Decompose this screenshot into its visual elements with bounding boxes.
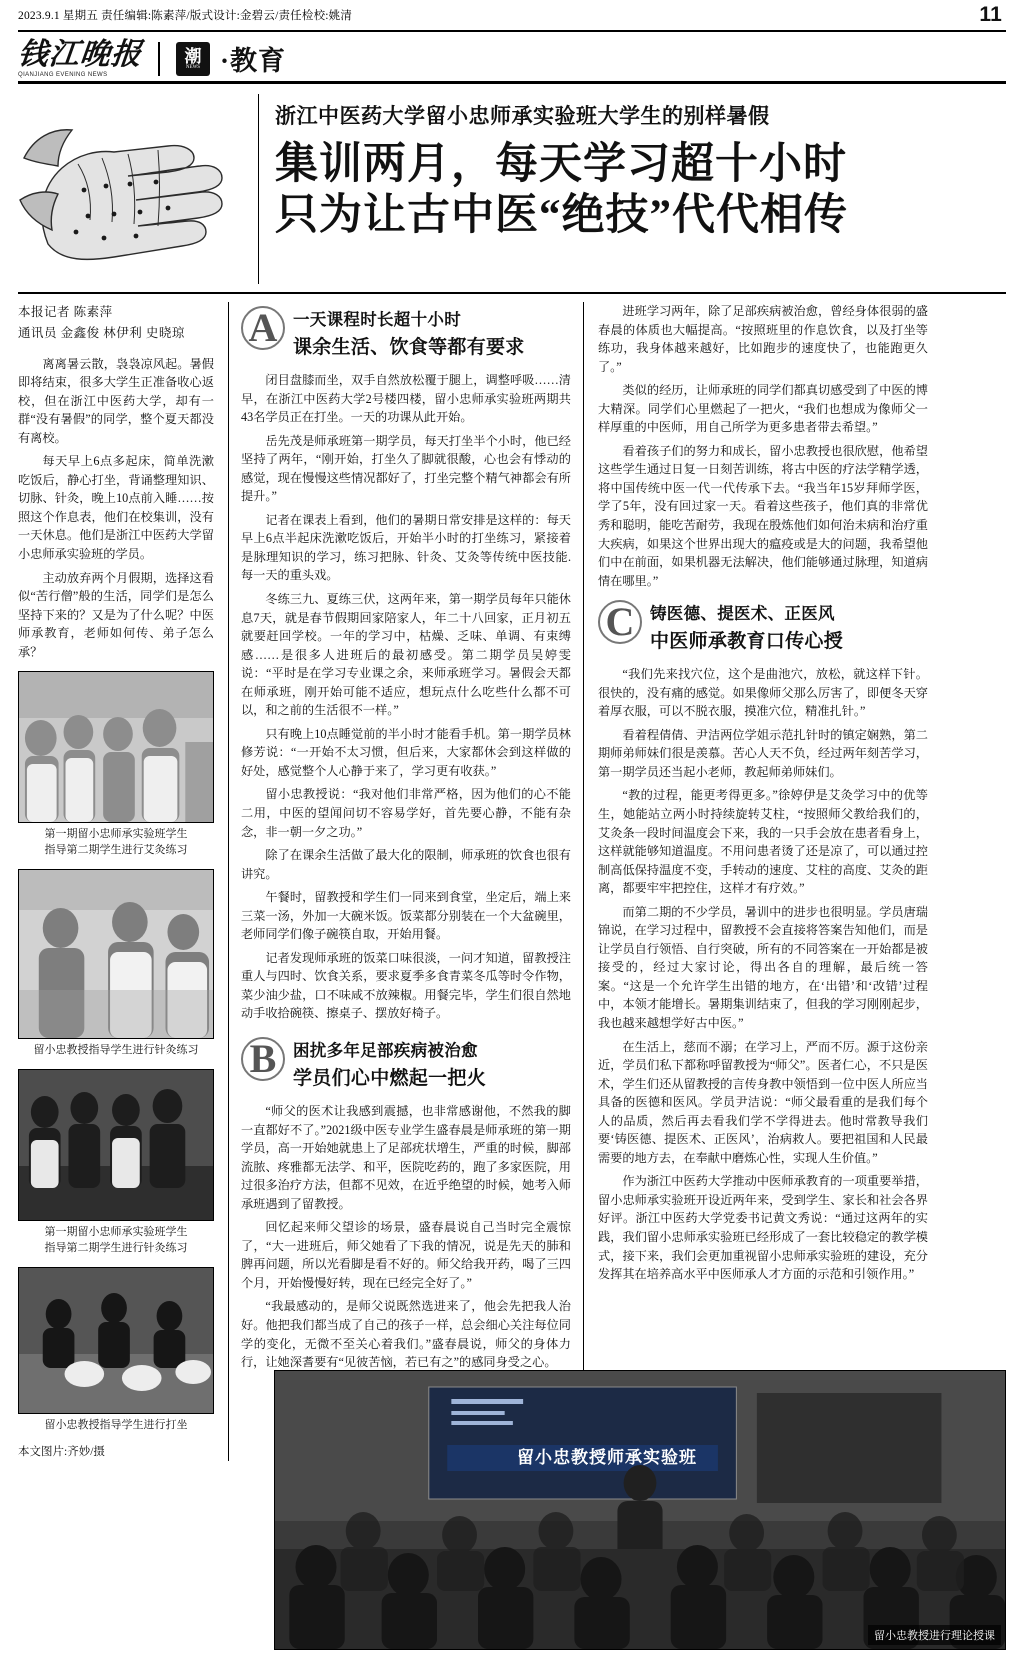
section-b-heading (241, 1037, 571, 1094)
photo-3-graphic (19, 1070, 213, 1220)
byline-reporter: 本报记者 陈素萍 (18, 305, 113, 319)
newspaper-logo (16, 37, 144, 78)
masthead-divider (158, 42, 160, 76)
paragraph: 回忆起来师父望诊的场景，盛春晨说自己当时完全震惊了，“大一进班后，师父她看了下我的情况，说是先天的肺和脾再问题，所以光看脚是看不好的。师父给我开药，喝了三四个月，开始慢慢好转，现在已经完全好了。” (241, 1220, 571, 1290)
chao-badge-icon (176, 42, 210, 76)
headline-area (18, 84, 1006, 294)
photo-second-cohort-acupuncture (18, 1069, 214, 1221)
paragraph: 记者在课表上看到，他们的暑期日常安排是这样的：每天早上6点半起床洗漱吃饭后，开始半小时的打坐练习，紧接着是脉理知识的学习，练习把脉、针灸、艾灸等传统中医技能.每一天的重头戏。 (241, 512, 571, 583)
paragraph: 除了在课余生活做了最大化的限制，师承班的饮食也很有讲究。 (241, 848, 571, 881)
paragraph: 作为浙江中医药大学推动中医师承教育的一项重要举措，留小忠师承实验班开设近两年来，受到学生、家长和社会各界好评。浙江中医药大学党委书记黄文秀说：“通过这两年的实践，我们留小忠师承实验班已经形成了一套比较稳定的教学模式，接下来，我们会更加重视留小忠师承实验班的建设，充分发挥其在培养高水平中医师承人才方面的示范和引领作用。” (598, 1174, 928, 1282)
chao-badge-label: 潮 (184, 46, 202, 66)
photo-label: 留小忠教授进行理论授课 (868, 1625, 1001, 1645)
paragraph: “师父的医术让我感到震撼，也非常感谢他，不然我的脚一直都好不了。”2021级中医专业学生盛春晨是师承班的第一期学员，高一开始她就患上了足部疣状增生，严重的时候，脚部流脓、疼雅都无法学、和平，医院吃药的，跑了多家医院，用过很多治疗方法，但都不见效，在近乎绝望的时候，她考入师承班遇到了留教授。 (241, 1103, 571, 1211)
masthead (18, 32, 1006, 84)
paragraph: “教的过程，能更考得更多。”徐婷伊是艾灸学习中的优等生，她能站立两小时持续旋转艾柱，“按照师父教给我们的，艾灸条一段时间温度会下来，我的一只手会放在患者看身上，这样就能够知道温度。不用问患者烫了还是凉了，可以通过控制高低保持温度不变，手转动的速度、艾柱的高度、艾灸的距离，都要牢牢把控住，这样才有疗效。” (598, 788, 928, 896)
section-b-subtitle: 困扰多年足部疾病被治愈 (293, 1041, 478, 1060)
paragraph: 进班学习两年，除了足部疾病被治愈，曾经身体很弱的盛春晨的体质也大幅提高。“按照班里的作息饮食，以及打坐等练功，我身体越来越好，比如跑步的速度快了，也能跑更久了。” (598, 304, 928, 374)
hand-illustration-svg (18, 94, 258, 284)
section-title: ·教育 (220, 46, 287, 76)
byline-correspondents: 通讯员 金鑫俊 林伊利 史晓琼 (18, 326, 185, 341)
paragraph: 留小忠教授说：“我对他们非常严格，因为他们的心不能二用，中医的望闻问切不容易学好，首先要心静，不能有杂念，非一朝一夕之功。” (241, 787, 571, 839)
paragraph: 在生活上，慈而不溺；在学习上，严而不厉。源于这份亲近，学员们私下都称呼留教授为“师父”。医者仁心，不只是医术，学生们还从留教授的言传身教中领悟到一位中医人所应当具备的医德和医风。学员尹洁说：“师父最看重的是我们每个人的品质，然后再去看我们学不学得进去。他时常教导我们要‘铸医德、提医术、正医风’，治病救人。要把祖国和人民最需要的地方去，在奉献中磨炼心性，实现人生价值。” (598, 1039, 928, 1165)
paragraph: “我最感动的，是师父说既然选进来了，他会先把我人治好。他把我们都当成了自己的孩子一样，总会细心关注每位同学的变化，无微不至关心着我们。”盛春晨说，师父的身体力行，让她深耆要有“见彼苦恼，若已有之”的感同身受之心。 (241, 1299, 571, 1370)
photo-meditation-guidance (18, 1267, 214, 1414)
photo-1-graphic (19, 672, 213, 822)
logo-chinese: 钱江晚报 (16, 37, 144, 71)
paragraph: 记者发现师承班的饭菜口味很淡，一问才知道，留教授注重人与四时、饮食关系，要求夏季多食青菜冬瓜等时令作物，菜少油少盐，口不味咸不放辣椒。用餐完毕，学生们很自然地动手收拾碗筷、擦桌子、摆放好椅子。 (241, 950, 571, 1021)
topbar-meta: 2023.9.1 星期五 责任编辑:陈素萍/版式设计:金碧云/责任检校:姚清 (18, 9, 353, 22)
section-a-title: 课余生活、饮食等都有要求 (293, 337, 525, 359)
page-topbar (18, 0, 1006, 32)
column-one (18, 302, 214, 1461)
paragraph: 午餐时，留教授和学生们一同来到食堂，坐定后，端上来三菜一汤，外加一大碗米饭。饭菜都分别装在一个大盆碗里，老师同学们像子碗筷自取，开始用餐。 (241, 890, 571, 942)
headline-line-1: 集训两月，每天学习超十小时 (275, 141, 847, 188)
page-number: 11 (979, 3, 1002, 26)
hand-acupuncture-illustration (18, 94, 259, 284)
headline-line-2: 只为让古中医“绝技”代代相传 (275, 191, 848, 239)
lead-paragraph: 主动放弃两个月假期，选择这看似“苦行僧”般的生活，同学们是怎么坚持下来的？又是为了什么呢？中医师承教育，老师如何传、弟子怎么承？ (18, 570, 214, 659)
chao-badge-sub: NEWS (185, 64, 201, 70)
photo-2-graphic (19, 870, 213, 1038)
section-letter-c: C (598, 600, 642, 644)
paragraph: 类似的经历，让师承班的同学们都真切感受到了中医的博大精深。同学们心里燃起了一把火，“我们也想成为像师父一样厚重的中医师，用自己所学为更多患者带去希望。” (598, 383, 928, 435)
section-letter-a: A (241, 306, 285, 350)
lecture-photo-graphic (275, 1371, 1005, 1649)
paragraph: 看着孩子们的努力和成长，留小忠教授也很欣慰，他希望这些学生通过日复一日刻苦训练，将古中医的疗法学精学透，将中国传统中医一代一代传承下去。“我当年15岁拜师学医，学了5年，没有回过家一天。看着这些孩子，他们真的非常优秀和聪明，能吃苦耐劳，我现在殷炼他们如何治未病和治疗重大疾病，如果这个世界出现大的瘟疫或是大的问题，我希望他们中在前面，如果机器无法解决，他们能够通过脉理，知道病情在哪里。” (598, 443, 928, 588)
headline-kicker: 浙江中医药大学留小忠师承实验班大学生的别样暑假 (275, 104, 770, 128)
section-b-titles (293, 1037, 486, 1094)
photo-credit: 本文图片:齐妙/摄 (18, 1445, 105, 1458)
headline-text (275, 94, 1006, 284)
paragraph: “我们先来找穴位，这个是曲池穴，放松，就这样下针。很快的，没有痛的感觉。如果像师父那么厉害了，即便冬天穿着厚衣服，可以不脱衣服，摸准穴位，精准扎针。” (598, 667, 928, 719)
paragraph: 而第二期的不少学员，暑训中的进步也很明显。学员唐瑞锦说，在学习过程中，留教授不会直接将答案告知他们，而是让学员自行领悟、自行突破，所有的不同答案在一开始都是被接受的，经过大家讨论，得出各自的理解，最后统一答案。“这是一个允许学生出错的地方，在‘出错’和‘改错’过程中，本领才能增长。暑期集训结束了，但我的学习刚刚起步，我也越来越想学好古中医。” (598, 904, 928, 1030)
section-a-heading (241, 306, 571, 363)
lead-paragraph: 每天早上6点多起床，简单洗漱吃饭后，静心打坐，背诵整理知识、切脉、针灸，晚上10点前入睡……按照这个作息表，他们在校集训，没有一天休息。他们是浙江中医药大学留小忠师承实验班的学员。 (18, 454, 214, 561)
screen-overlay-title: 留小忠教授师承实验班 (517, 1448, 697, 1467)
column-three (598, 302, 928, 1461)
section-a-subtitle: 一天课程时长超十小时 (293, 310, 461, 329)
photo-lecture-hall (274, 1370, 1006, 1650)
photo-4-graphic (19, 1268, 213, 1413)
lead-paragraph: 离离暑云散，袅袅凉风起。暑假即将结束，很多大学生正准备收心返校，但在浙江中医药大学，却有一群“没有暑假”的同学，整个夏天都没有离校。 (18, 356, 214, 445)
paragraph: 闭目盘膝而坐，双手自然放松覆于腿上，调整呼吸……清早，在浙江中医药大学2号楼四楼，留小忠师承实验班两期共43名学员正在打坐。一天的功课从此开始。 (241, 372, 571, 425)
paragraph: 冬练三九、夏练三伏，这两年来，第一期学员每年只能休息7天，就是春节假期回家陪家人，年二十八回家，正月初五就要赶回学校。一年的学习中，枯燥、乏味、单调、有束缚感……是很多人进班后的最初感受。第二期学员吴婷雯说：“平时是在学习专业课之余，来师承班学习。暑假会天都在师承班，刚开始可能不适应，想玩点什么吃些什么都不可以，和之前的生活很不一样。” (241, 591, 571, 718)
lead-paragraphs (18, 355, 214, 662)
paragraph: 只有晚上10点睡觉前的半小时才能看手机。第一期学员林修芳说：“一开始不太习惯，但后来，大家都休会到这样做的好处，感觉整个人心静于来了，学习更有收获。” (241, 726, 571, 778)
section-c-title: 中医师承教育口传心授 (650, 631, 844, 653)
paragraph: 看着程倩倩、尹洁两位学姐示范扎针时的镇定娴熟，第二期师弟师妹们很是羡慕。苦心人天不负，经过两年刻苦学习，第一期学员还当起小老师，教起师弟师妹们。 (598, 727, 928, 779)
section-b-title: 学员们心中燃起一把火 (293, 1068, 487, 1090)
section-c-titles (650, 600, 843, 657)
photo-acupuncture-guidance (18, 869, 214, 1039)
section-c-subtitle: 铸医德、提医术、正医风 (650, 604, 835, 624)
paragraph: 岳先茂是师承班第一期学员，每天打坐半个小时，他已经坚持了两年，“刚开始，打坐久了脚就很酸，心也会有悸动的感觉，现在慢慢这些情况都好了，打坐完整个精气神都会有所提升。” (241, 433, 571, 504)
photo-caption: 留小忠教授指导学生进行打坐 (44, 1418, 188, 1431)
column-two (228, 302, 584, 1461)
section-letter-b: B (241, 1037, 285, 1081)
byline (18, 302, 214, 345)
article-body (18, 294, 1006, 1461)
logo-english: QIANJIANG EVENING NEWS (18, 71, 108, 78)
photo-caption: 第一期留小忠师承实验班学生 指导第二期学生进行艾灸练习 (44, 828, 188, 857)
photo-caption: 第一期留小忠师承实验班学生 指导第二期学生进行针灸练习 (44, 1226, 188, 1254)
photo-caption: 留小忠教授指导学生进行针灸练习 (33, 1044, 199, 1057)
section-c-heading (598, 600, 928, 657)
section-a-titles (293, 306, 525, 363)
photo-moxibustion-practice (18, 671, 214, 823)
